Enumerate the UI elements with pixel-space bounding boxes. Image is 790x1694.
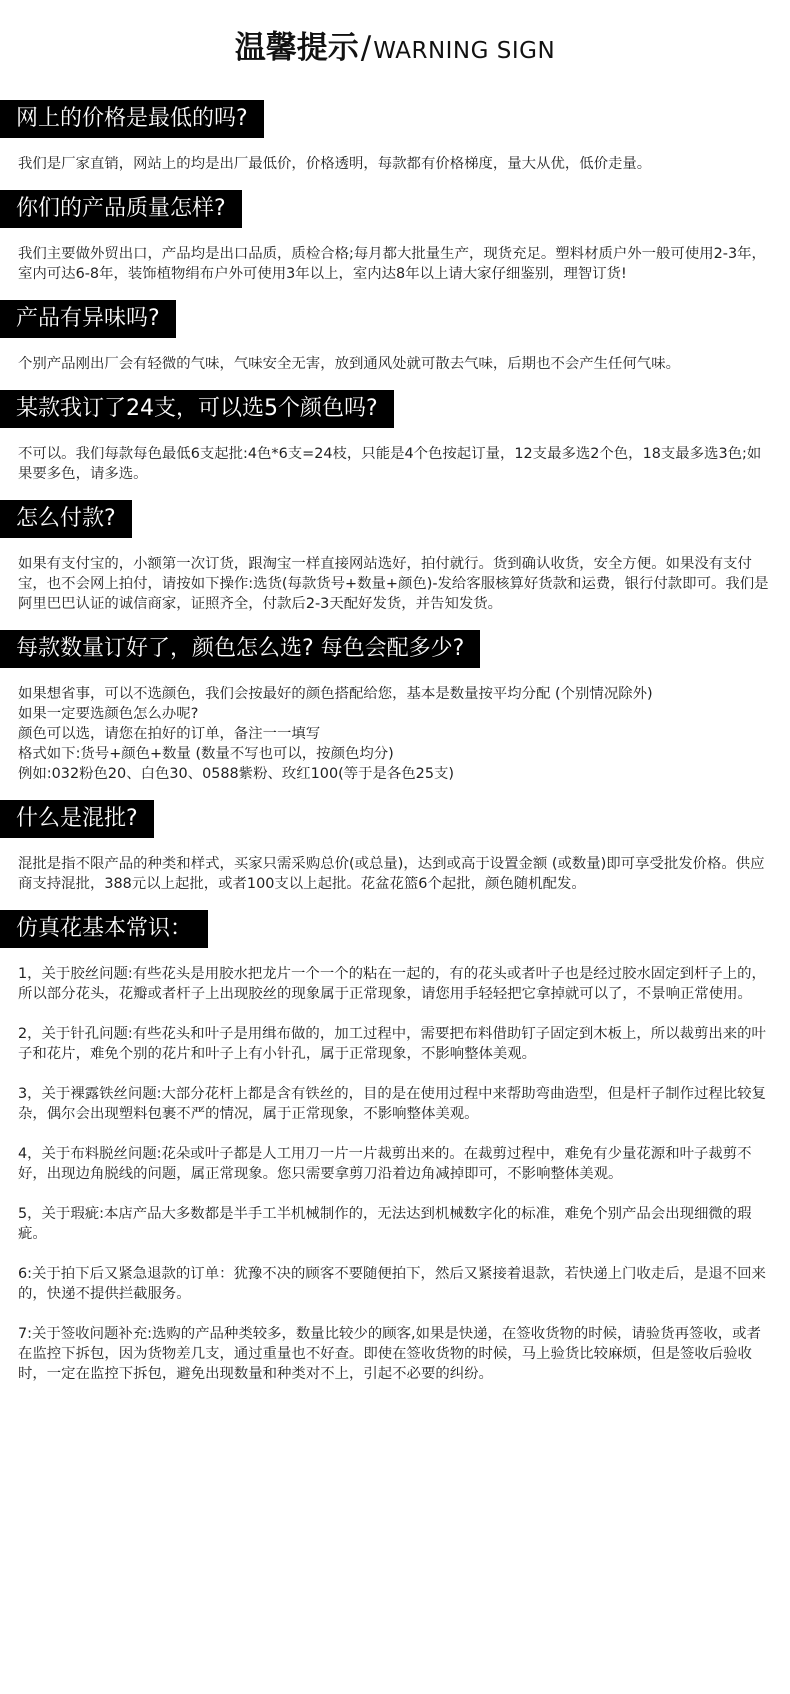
body-line: 例如:032粉色20、白色30、0588紫粉、玫红100(等于是各色25支)	[18, 766, 454, 782]
section-mixed-batch	[0, 800, 790, 894]
section-color-quantity	[0, 630, 790, 784]
section-heading: 网上的价格是最低的吗?	[0, 100, 264, 138]
section-color-selection	[0, 390, 790, 484]
section-heading: 每款数量订好了，颜色怎么选? 每色会配多少?	[0, 630, 480, 668]
paragraph: 个别产品刚出厂会有轻微的气味，气味安全无害，放到通风处就可散去气味，后期也不会产生任何气味。	[18, 356, 680, 372]
section-heading: 某款我订了24支，可以选5个颜色吗?	[0, 390, 394, 428]
title-slash: /	[360, 30, 372, 66]
paragraph: 2，关于针孔问题:有些花头和叶子是用缉布做的，加工过程中，需要把布料借助钉子固定到木板上，所以裁剪出来的叶子和花片，难免个别的花片和叶子上有小针孔，属于正常现象，不影响整体美观。	[18, 1026, 766, 1062]
section-body	[0, 854, 790, 894]
paragraph: 我们是厂家直销，网站上的均是出厂最低价，价格透明，每款都有价格梯度，量大从优，低价走量。	[18, 156, 652, 172]
section-heading: 产品有异味吗?	[0, 300, 176, 338]
body-line: 如果想省事，可以不选颜色，我们会按最好的颜色搭配给您，基本是数量按平均分配 (个别情况除外)	[18, 686, 653, 702]
title-english: WARNING SIGN	[373, 38, 556, 64]
title-chinese: 温馨提示	[234, 30, 359, 66]
paragraph: 1，关于胶丝问题:有些花头是用胶水把龙片一个一个的粘在一起的，有的花头或者叶子也是经过胶水固定到杆子上的，所以部分花头，花瓣或者杆子上出现胶丝的现象属于正常现象，请您用手轻轻把它拿掉就可以了，不景响正常使用。	[18, 966, 766, 1002]
section-payment	[0, 500, 790, 614]
section-body	[0, 684, 790, 784]
section-body	[0, 244, 790, 284]
faq-sections	[0, 100, 790, 1400]
section-heading: 你们的产品质量怎样?	[0, 190, 242, 228]
paragraph: 5，关于瑕疵:本店产品大多数都是半手工半机械制作的，无法达到机械数字化的标准，难免个别产品会出现细微的瑕疵。	[18, 1206, 752, 1242]
page-title	[0, 22, 790, 67]
paragraph: 6:关于拍下后又紧急退款的订单：犹豫不决的顾客不要随便拍下，然后又紧接着退款，若快递上门收走后，是退不回来的，快递不提供拦截服务。	[18, 1266, 766, 1302]
section-quality	[0, 190, 790, 284]
paragraph: 7:关于签收问题补充:选购的产品种类较多，数量比较少的顾客,如果是快递，在签收货物的时候，请验货再签收，或者在监控下拆包，因为货物差几支，通过重量也不好查。即使在签收货物的时候，马上验货比较麻烦，但是签收后验收时，一定在监控下拆包，避免出现数量和种类对不上，引起不必要的纠纷。	[18, 1326, 761, 1382]
paragraph: 3，关于裸露铁丝问题:大部分花杆上都是含有铁丝的，目的是在使用过程中来帮助弯曲造型，但是杆子制作过程比较复杂，偶尔会出现塑料包裹不严的情况，属于正常现象，不影响整体美观。	[18, 1086, 766, 1122]
section-basics	[0, 910, 790, 1384]
section-heading: 仿真花基本常识：	[0, 910, 208, 948]
section-heading: 什么是混批?	[0, 800, 154, 838]
section-lowest-price	[0, 100, 790, 174]
section-body	[0, 154, 790, 174]
section-body	[0, 444, 790, 484]
section-body	[0, 964, 790, 1384]
body-line: 格式如下:货号+颜色+数量 (数量不写也可以，按颜色均分)	[18, 746, 394, 762]
section-heading: 怎么付款?	[0, 500, 132, 538]
section-body	[0, 554, 790, 614]
body-line: 如果一定要选颜色怎么办呢?	[18, 706, 199, 722]
paragraph: 不可以。我们每款每色最低6支起批:4色*6支=24枝，只能是4个色按起订量，12支最多选2个色，18支最多选3色;如果要多色，请多选。	[18, 446, 762, 482]
paragraph: 4，关于布料脱丝问题:花朵或叶子都是人工用刀一片一片裁剪出来的。在裁剪过程中，难免有少量花源和叶子裁剪不好，出现边角脱线的问题，属正常现象。您只需要拿剪刀沿着边角减掉即可，不影响整体美观。	[18, 1146, 752, 1182]
paragraph: 如果有支付宝的，小额第一次订货，跟淘宝一样直接网站选好，拍付就行。货到确认收货，安全方便。如果没有支付宝，也不会网上拍付，请按如下操作:选货(每款货号+数量+颜色)-发给客服核算好货款和运费，银行付款即可。我们是阿里巴巴认证的诚信商家，证照齐全，付款后2-3天配好发货，并告知发货。	[18, 556, 769, 612]
section-body	[0, 354, 790, 374]
paragraph: 我们主要做外贸出口，产品均是出口品质，质检合格;每月都大批量生产，现货充足。塑料材质户外一般可使用2-3年，室内可达6-8年，装饰植物绢布户外可使用3年以上，室内达8年以上请大家仔细鉴别，理智订货!	[18, 246, 766, 282]
paragraph: 混批是指不限产品的种类和样式，买家只需采购总价(或总量)，达到或高于设置金额 (或数量)即可享受批发价格。供应商支持混批，388元以上起批，或者100支以上起批。花盆花篮6个起批，颜色随机配发。	[18, 856, 765, 892]
body-line: 颜色可以选，请您在拍好的订单，备注一一填写	[18, 726, 321, 742]
section-odor	[0, 300, 790, 374]
